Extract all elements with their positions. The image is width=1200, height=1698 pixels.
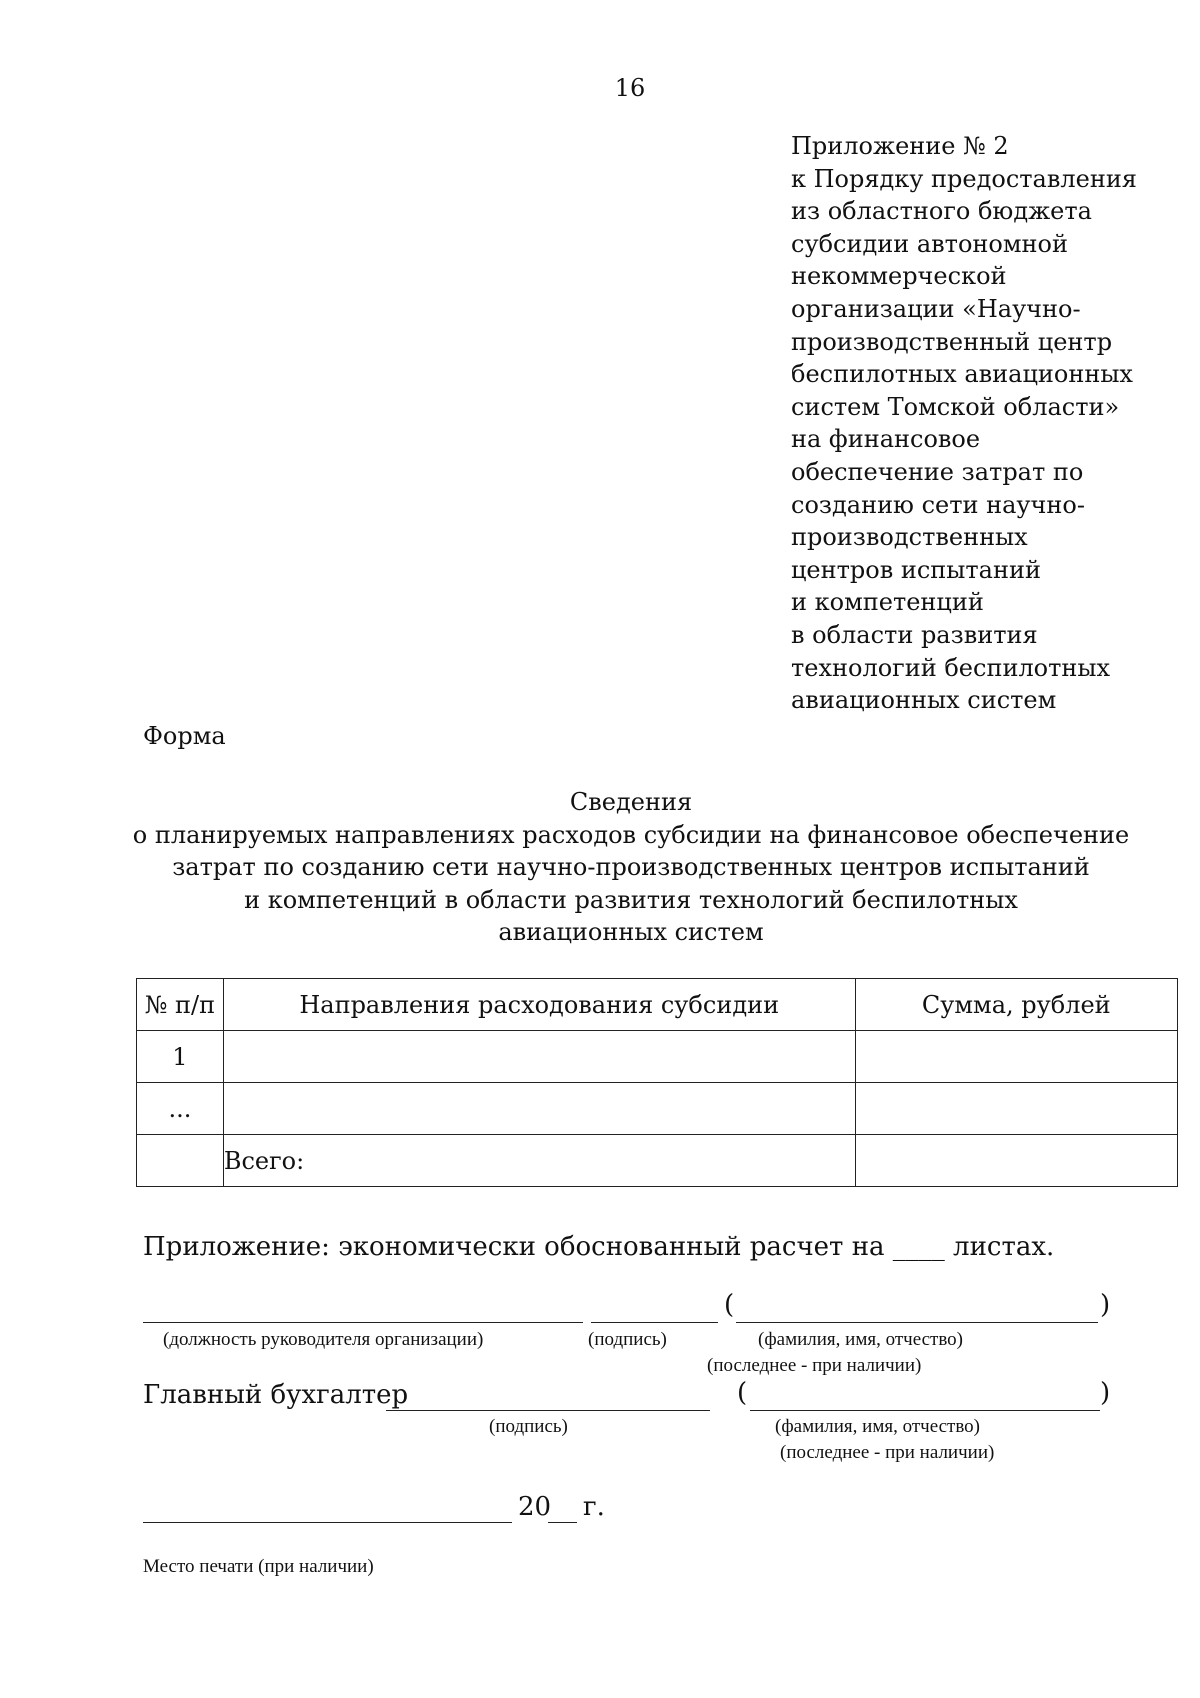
close-paren: ) <box>1100 1290 1111 1320</box>
form-label: Форма <box>143 722 226 750</box>
appendix-line: к Порядку предоставления <box>791 164 1137 193</box>
row-direction-cell <box>223 1083 855 1135</box>
row-sum-cell <box>855 1031 1177 1083</box>
header-direction: Направления расходования субсидии <box>223 979 855 1031</box>
appendix-line: некоммерческой <box>791 262 1007 291</box>
row-number: ... <box>137 1083 224 1135</box>
appendix-line: обеспечение затрат по <box>791 457 1084 486</box>
position-signature-line <box>143 1322 583 1323</box>
title-line: затрат по созданию сети научно-производственных центров испытаний <box>172 853 1090 882</box>
seal-note: Место печати (при наличии) <box>143 1556 374 1577</box>
table-row <box>137 1083 1178 1135</box>
appendix-line: организации «Научно- <box>791 294 1081 323</box>
chief-accountant-label: Главный бухгалтер <box>143 1380 409 1410</box>
appendix-line: Приложение № 2 <box>791 132 1009 160</box>
position-caption: (должность руководителя организации) <box>163 1329 484 1350</box>
table-header-row <box>137 979 1178 1031</box>
appendix-line: производственный центр <box>791 327 1113 356</box>
signature-caption: (подпись) <box>588 1329 667 1350</box>
table-row <box>137 1031 1178 1083</box>
document-title <box>0 786 1200 949</box>
date-line <box>143 1522 512 1523</box>
appendix-line: в области развития <box>791 620 1038 649</box>
appendix-line: производственных <box>791 523 1028 552</box>
header-number: № п/п <box>137 979 224 1031</box>
total-sum-cell <box>855 1135 1177 1187</box>
title-line: авиационных систем <box>498 918 764 947</box>
appendix-line: на финансовое <box>791 425 981 454</box>
appendix-reference <box>791 130 1191 717</box>
title-line: о планируемых направлениях расходов субсидии на финансовое обеспечение <box>132 820 1130 849</box>
close-paren: ) <box>1100 1378 1111 1408</box>
appendix-line: субсидии автономной <box>791 229 1068 258</box>
table-total-row <box>137 1135 1178 1187</box>
row-number: 1 <box>137 1031 224 1083</box>
total-label: Всего: <box>223 1135 855 1187</box>
name-signature-line <box>736 1322 1098 1323</box>
name-caption: (фамилия, имя, отчество) <box>758 1329 964 1350</box>
appendix-note: Приложение: экономически обоснованный расчет на ____ листах. <box>143 1232 1055 1262</box>
signature-line <box>591 1322 718 1323</box>
appendix-line: из областного бюджета <box>791 197 1092 226</box>
page-number: 16 <box>614 74 646 102</box>
appendix-line: созданию сети научно- <box>791 490 1085 519</box>
appendix-line: и компетенций <box>791 588 984 617</box>
chief-signature-line <box>386 1410 710 1411</box>
chief-name-caption: (фамилия, имя, отчество) <box>775 1416 981 1437</box>
chief-name-line <box>750 1410 1100 1411</box>
open-paren: ( <box>724 1290 735 1320</box>
name-caption-note: (последнее - при наличии) <box>707 1355 922 1376</box>
year-prefix: 20 <box>518 1492 552 1522</box>
open-paren: ( <box>737 1378 748 1408</box>
title-line: Сведения <box>569 788 693 816</box>
row-direction-cell <box>223 1031 855 1083</box>
appendix-line: центров испытаний <box>791 555 1041 584</box>
chief-name-caption-note: (последнее - при наличии) <box>780 1442 995 1463</box>
expense-table <box>136 978 1178 1187</box>
appendix-line: систем Томской области» <box>791 392 1120 421</box>
appendix-line: технологий беспилотных <box>791 653 1111 682</box>
year-suffix: г. <box>583 1492 605 1522</box>
appendix-line: авиационных систем <box>791 686 1057 715</box>
row-sum-cell <box>855 1083 1177 1135</box>
appendix-line: беспилотных авиационных <box>791 360 1133 389</box>
header-sum: Сумма, рублей <box>855 979 1177 1031</box>
chief-signature-caption: (подпись) <box>489 1416 568 1437</box>
title-line: и компетенций в области развития технологий беспилотных <box>244 885 1018 914</box>
total-number-cell <box>137 1135 224 1187</box>
year-blank-line <box>548 1522 577 1523</box>
